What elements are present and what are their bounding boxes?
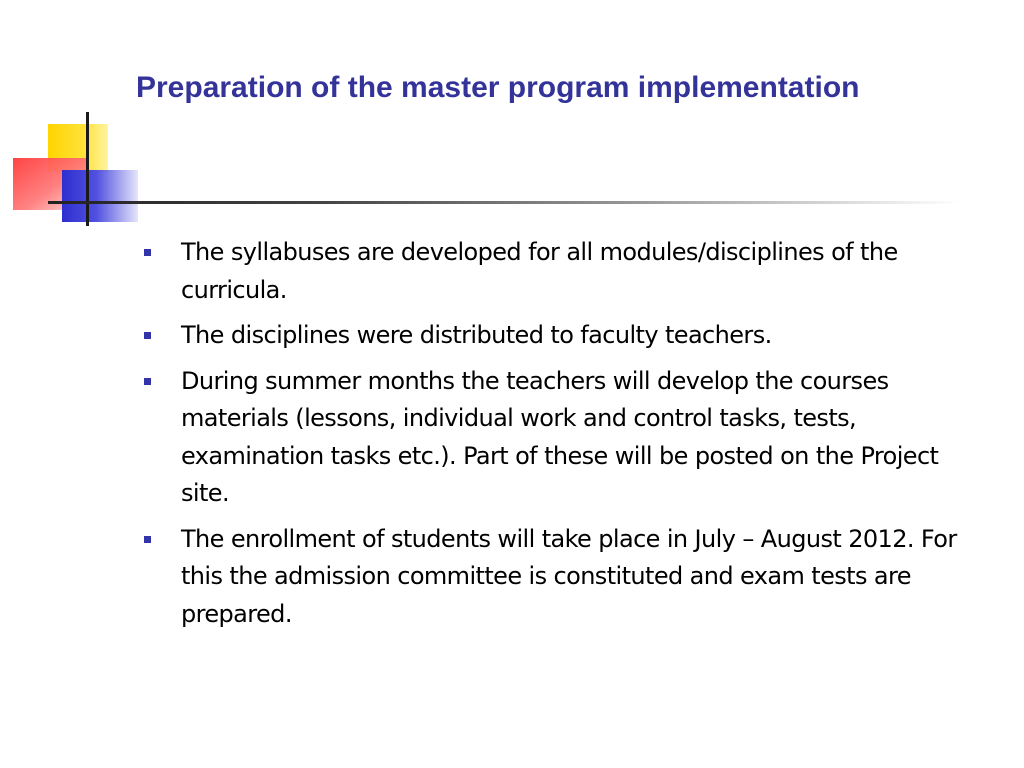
bullet-square-icon: [144, 249, 151, 256]
decor-blue-square: [62, 170, 138, 222]
bullet-square-icon: [144, 378, 151, 385]
bullet-square-icon: [144, 536, 151, 543]
slide-title: Preparation of the master program implementation: [136, 71, 860, 104]
decor-vertical-line: [86, 112, 89, 226]
bullet-square-icon: [144, 332, 151, 339]
bullet-item: [144, 363, 984, 513]
title-divider-line: [48, 201, 960, 204]
bullet-text: The enrollment of students will take place in July – August 2012. For this the admission committee is constituted and exam tests are prepared.: [181, 524, 957, 628]
bullet-text: The syllabuses are developed for all modules/disciplines of the curricula.: [181, 238, 898, 304]
bullet-item: [144, 317, 984, 355]
bullet-text: During summer months the teachers will develop the courses materials (lessons, individual work and control tasks, tests, examination tasks etc.). Part of these will be posted on the Project site.: [181, 366, 939, 507]
bullet-item: [144, 521, 984, 634]
bullet-text: The disciplines were distributed to faculty teachers.: [181, 321, 772, 349]
bullet-list: [144, 234, 984, 641]
bullet-item: [144, 234, 984, 309]
